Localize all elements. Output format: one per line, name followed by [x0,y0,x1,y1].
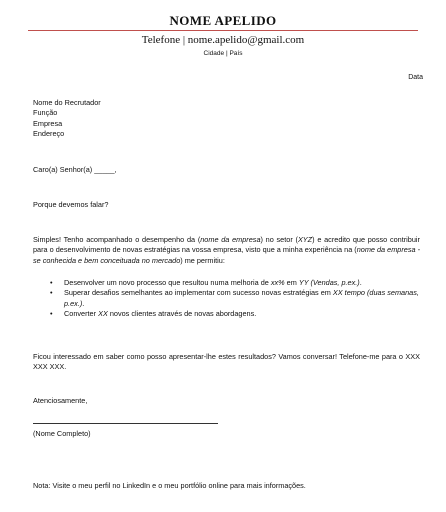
bullet-icon: • [50,308,53,318]
contact-line: Telefone | nome.apelido@gmail.com [141,34,305,46]
signature-line [33,423,218,424]
list-item: • Superar desafios semelhantes ao implementar com sucesso novas estratégias em XX tempo (duas semanas, p.ex.). [50,288,419,308]
recipient-name: Nome do Recrutador [33,98,101,107]
location-line: Cidade | País [203,50,243,57]
closing-paragraph: Ficou interessado em saber como posso apresentar-lhe estes resultados? Vamos conversar! Telefone-me para o XXX XXX XXX. [33,352,420,372]
recipient-company: Empresa [33,118,63,128]
list-item: • Converter XX novos clientes através de novas abordagens. [50,308,257,318]
achievements-list [50,278,420,319]
intro-paragraph: Simples! Tenho acompanhado o desempenho da (nome da empresa) no setor (XYZ) e acredito que posso contribuir para o desenvolvimento de novas estratégias na vossa empresa, visto que a minha experiência na (nome da empresa - se conhecida e bem conceituada no mercado) me permitiu: [33,235,420,265]
bullet-icon: • [50,288,53,298]
signature-name: (Nome Completo) [33,429,91,438]
recipient-address: Endereço [33,128,65,138]
list-item: • Desenvolver um novo processo que resultou numa melhoria de xx% em YY (Vendas, p.ex.). [50,278,362,287]
recipient-role: Função [33,108,58,118]
subject-line: Porque devemos falar? [33,200,109,209]
footer-note: Nota: Visite o meu perfil no LinkedIn e o meu portfólio online para mais informações. [33,481,306,490]
salutation: Caro(a) Senhor(a) _____, [33,165,117,174]
header-divider [28,30,418,31]
applicant-name: NOME APELIDO [169,13,277,28]
sign-off: Atenciosamente, [33,396,88,405]
bullet-icon: • [50,278,53,287]
letter-date: Data [408,74,423,81]
recipient-block [33,98,101,139]
